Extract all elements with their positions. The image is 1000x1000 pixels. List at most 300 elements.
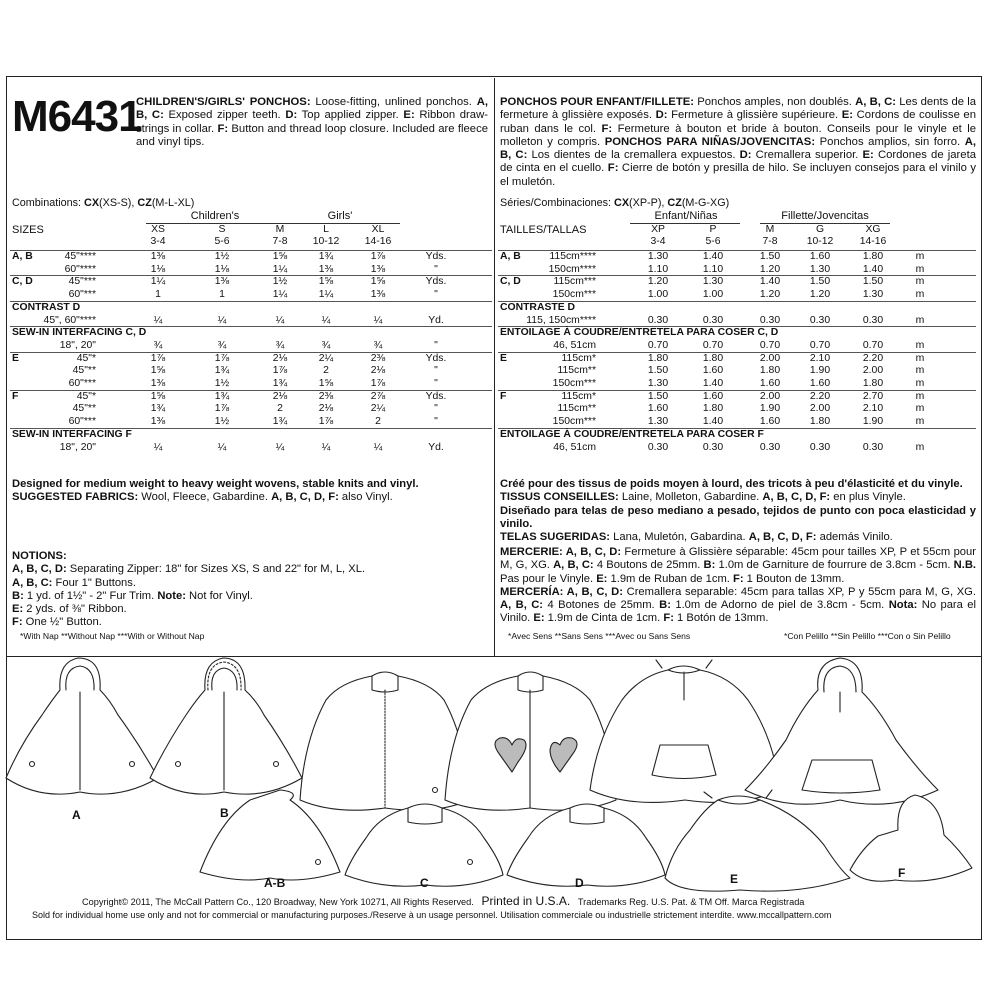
text-run: Pas pour le Vinyle. <box>500 572 597 585</box>
text-run: Cierre de botón y presilla de hilo. Se incluyen consejos para el vinilo y el muletón. <box>500 162 976 188</box>
bold-run: A, B, C, D, F: <box>748 531 817 544</box>
yardage-value: 1⅝ <box>318 276 334 288</box>
text-run: Les dents de la fermeture à glissière exposés. <box>500 96 976 122</box>
size-code: XG <box>865 224 881 235</box>
text-run: 4 Boutons de 25mm. <box>593 559 704 572</box>
yardage-value: 1.50 <box>862 276 884 288</box>
text-run: Laine, Molleton, Gabardine. <box>618 491 763 504</box>
yardage-value: 0.30 <box>809 314 831 326</box>
yardage-value: 0.30 <box>647 441 669 453</box>
yardage-value: 0.30 <box>759 314 781 326</box>
view-f-back-illustration <box>850 795 972 881</box>
yardage-value: ¾ <box>217 339 227 351</box>
yardage-value: 0.70 <box>647 339 669 351</box>
yardage-value: 1⅜ <box>150 251 166 262</box>
yardage-value: 2.10 <box>809 352 831 364</box>
bold-run: F: <box>607 162 619 175</box>
fabric-width: 45"*** <box>68 276 96 288</box>
yardage-value: 1.90 <box>759 403 781 415</box>
yardage-value: 1¼ <box>150 276 166 288</box>
text-run: Loose-fitting, unlined ponchos. <box>310 96 477 108</box>
yardage-value: 1⅛ <box>214 263 230 275</box>
fabric-width: 46, 51cm <box>553 441 596 453</box>
yardage-value: 0.30 <box>702 314 724 326</box>
yardage-value: 0.70 <box>862 339 884 351</box>
yardage-value: 1 <box>219 289 225 301</box>
view-a-illustration <box>6 658 158 794</box>
yardage-value: 1½ <box>214 251 230 262</box>
unit: " <box>434 365 438 377</box>
text-run: Button and thread loop closure. Included are fleece and vinyl tips. <box>136 122 489 148</box>
chart-section-header: SEW-IN INTERFACING F <box>12 428 132 440</box>
yardage-value: 1⅞ <box>318 416 334 428</box>
yardage-value: 0.30 <box>702 441 724 453</box>
bold-run: A, B, C: <box>136 96 488 122</box>
fabric-width: 60"*** <box>68 416 96 428</box>
yardage-value: ¼ <box>321 314 331 326</box>
yardage-value: 1.50 <box>647 390 669 402</box>
unit: m <box>915 339 925 351</box>
fabric-width: 45", 60"**** <box>43 314 96 326</box>
yardage-value: ¼ <box>373 441 383 453</box>
yardage-value: 1.80 <box>702 352 724 364</box>
group-childrens-header: Children's <box>190 210 240 222</box>
view-d-back-illustration <box>507 804 665 886</box>
yardage-value: ¼ <box>153 314 163 326</box>
yardage-value: 2.00 <box>862 365 884 377</box>
yardage-value: 1.30 <box>862 289 884 301</box>
bold-run: D: <box>655 109 668 122</box>
pattern-number: M6431 <box>12 92 142 141</box>
view-label: A, B <box>12 251 33 262</box>
yardage-value: 1.30 <box>647 378 669 389</box>
yardage-value: 0.30 <box>809 441 831 453</box>
yardage-value: 1.20 <box>759 263 781 275</box>
text-run: Cremallera separable: 45cm para tallas XP, P y 55cm para M, G, XG. <box>622 585 976 598</box>
bold-run: E: <box>862 149 874 162</box>
bold-run: MERCERIE: A, B, C, D: <box>500 546 622 558</box>
size-range: 3-4 <box>650 236 666 247</box>
size-code: L <box>323 224 329 235</box>
yardage-value: 1¼ <box>272 263 288 275</box>
yardage-value: 1¾ <box>272 416 288 428</box>
unit: " <box>434 416 438 428</box>
bold-run: A, B, C, D: <box>12 563 67 576</box>
english-notions: NOTIONS: A, B, C, D: Separating Zipper: 18" for Sizes XS, S and 22" for M, L, XL. A, B, C: Four 1" Buttons. B: 1 yd. of 1½" - 2" Fur Trim. Note: Not for Vinyl. E: 2 yds. of ⅜" Ribbon. F: One ½" Button. <box>12 550 492 630</box>
yardage-value: 1½ <box>214 378 230 389</box>
text-run: 1.0m de Garniture de fourrure de 3.8cm - 5cm. <box>715 559 954 572</box>
yardage-value: 1¾ <box>150 403 166 415</box>
yardage-value: 1⅛ <box>150 263 166 275</box>
text-run: Fermeture à Glissière séparable: 45cm pour tailles XP, P et 55cm pour M, G, XG. <box>500 546 976 572</box>
footer-usage-line: Sold for individual home use only and not for commercial or manufacturing purposes./Reserve à un usage personnel. Utilisation commerciale ou industrielle strictement interdite. www.mccallpattern.com <box>32 910 832 920</box>
english-fabrics: Designed for medium weight to heavy weight wovens, stable knits and vinyl. SUGGESTED FABRICS: Wool, Fleece, Gabardine. A, B, C, D, F: also Vinyl. <box>12 478 419 504</box>
chart-section-header: CONTRAST D <box>12 301 81 313</box>
bold-run: TELAS SUGERIDAS: <box>500 531 611 544</box>
yardage-value: 1.60 <box>809 251 831 262</box>
unit: " <box>434 378 438 389</box>
bold-run: E: <box>596 572 608 585</box>
yardage-value: 2 <box>277 403 283 415</box>
size-range: 10-12 <box>312 236 340 247</box>
unit: " <box>434 263 438 275</box>
french-nap-note: *Avec Sens **Sans Sens ***Avec ou Sans Sens <box>508 631 691 641</box>
view-ab-label: A-B <box>264 876 286 890</box>
yardage-value: 2⅞ <box>370 390 386 402</box>
bold-run: F: <box>733 572 744 585</box>
yardage-value: ¾ <box>321 339 331 351</box>
view-label: E <box>500 352 507 364</box>
bold-run: MERCERÍA: A, B, C, D: <box>500 585 623 598</box>
view-label: F <box>12 390 19 402</box>
chart-section-header: CONTRASTE D <box>500 301 576 313</box>
unit: m <box>915 289 925 301</box>
unit: Yds. <box>425 251 447 262</box>
yardage-value: 1⅜ <box>150 416 166 428</box>
fabric-width: 60"*** <box>68 289 96 301</box>
yardage-value: 1.40 <box>702 378 724 389</box>
yardage-value: 1⅜ <box>370 263 386 275</box>
text-run: 1.0m de Adorno de piel de 3.8cm - 5cm. <box>670 599 889 612</box>
text-run: Not for Vinyl. <box>185 589 253 602</box>
text-run: No para el Vinilo. <box>500 599 976 625</box>
fabric-width: 18", 20" <box>59 441 96 453</box>
unit: Yds. <box>425 390 447 402</box>
yardage-value: 0.30 <box>759 441 781 453</box>
bold-run: D: <box>285 109 298 122</box>
yardage-value: 1.30 <box>647 416 669 428</box>
fabric-width: 45"* <box>76 352 96 364</box>
bold-run: E: <box>12 603 24 616</box>
text-run: Top applied zipper. <box>297 109 404 122</box>
view-e-back-illustration <box>665 790 850 891</box>
text-run: 1.9m de Ruban de 1cm. <box>607 572 733 585</box>
yardage-value: ¼ <box>217 441 227 453</box>
bold-run: A, B, C: <box>553 559 594 572</box>
yardage-value: 1¾ <box>318 251 334 262</box>
copyright-text: Copyright© 2011, The McCall Pattern Co., 120 Broadway, New York 10271, All Rights Reserved. <box>82 897 474 907</box>
unit: m <box>915 314 925 326</box>
yardage-value: 1.60 <box>647 403 669 415</box>
bold-run: Nota: <box>888 599 918 612</box>
unit: " <box>434 403 438 415</box>
bold-run: A, B, C, D, F: <box>762 491 831 504</box>
bold-run: B: <box>703 559 716 572</box>
fabric-width: 115cm** <box>557 403 596 415</box>
bold-run: F: <box>601 122 613 135</box>
yardage-value: 1⅜ <box>214 276 230 288</box>
text-run: Four 1" Buttons. <box>52 576 136 589</box>
view-f-front-illustration <box>745 658 938 804</box>
yardage-value: 1⅞ <box>150 352 166 364</box>
bold-run: A, B, C: <box>855 96 897 108</box>
chart-section-header: SEW-IN INTERFACING C, D <box>12 327 147 339</box>
text-run: Cremallera superior. <box>751 149 863 162</box>
yardage-value: ¼ <box>275 441 285 453</box>
bold-run: TISSUS CONSEILLES: <box>500 491 619 504</box>
size-range: 3-4 <box>150 236 166 247</box>
yardage-value: 2.00 <box>759 352 781 364</box>
yardage-value: 1.50 <box>759 251 781 262</box>
yardage-value: 0.70 <box>702 339 724 351</box>
text-run: Lana, Muletón, Gabardina. <box>610 531 749 544</box>
bold-run: PONCHOS PARA NIÑAS/JOVENCITAS: <box>604 135 816 148</box>
size-code: G <box>815 224 825 235</box>
size-range: 7-8 <box>762 236 778 247</box>
yardage-value: ¼ <box>153 441 163 453</box>
view-c-label: C <box>420 876 429 890</box>
yardage-value: 1⅜ <box>318 263 334 275</box>
bold-run: A, B, C: <box>500 599 544 612</box>
yardage-value: 1.60 <box>809 378 831 389</box>
french-spanish-combinations: Séries/Combinaciones: CX(XP-P), CZ(M-G-XG) <box>500 197 730 209</box>
unit: Yd. <box>428 314 444 326</box>
group-enfant-header: Enfant/Niñas <box>654 210 718 222</box>
yardage-value: 1.00 <box>647 289 669 301</box>
unit: Yds. <box>425 352 447 364</box>
fabric-width: 60"**** <box>64 263 96 275</box>
yardage-value: 2 <box>375 416 381 428</box>
bold-run: E: <box>533 612 545 625</box>
text-run: 1 yd. of 1½" - 2" Fur Trim. <box>23 589 158 602</box>
yardage-value: 1⅝ <box>318 378 334 389</box>
yardage-value: 1½ <box>272 276 288 288</box>
english-nap-note: *With Nap **Without Nap ***With or Without Nap <box>20 631 205 641</box>
yardage-value: 1.80 <box>702 403 724 415</box>
size-range: 10-12 <box>806 236 834 247</box>
yardage-value: ¾ <box>275 339 285 351</box>
yardage-value: 1⅞ <box>272 365 288 377</box>
unit: " <box>434 339 438 351</box>
yardage-value: 1¼ <box>272 289 288 301</box>
yardage-value: 1.80 <box>647 352 669 364</box>
sizes-label: SIZES <box>12 224 44 236</box>
yardage-value: 1.80 <box>809 416 831 428</box>
yardage-value: 2¼ <box>318 352 334 364</box>
unit: Yds. <box>425 276 447 288</box>
yardage-value: 2.20 <box>809 390 831 402</box>
group-fillette-header: Fillette/Jovencitas <box>781 210 869 222</box>
size-code: XL <box>371 224 385 235</box>
bold-run: D: <box>739 149 752 162</box>
yardage-value: 1⅝ <box>370 276 386 288</box>
size-code: P <box>709 224 717 235</box>
size-code: XS <box>151 224 165 235</box>
unit: m <box>915 263 925 275</box>
bold-run: PONCHOS POUR ENFANT/FILLETE: <box>500 96 695 108</box>
fabric-width: 60"*** <box>68 378 96 389</box>
yardage-value: ¼ <box>275 314 285 326</box>
text-run: One ½" Button. <box>22 616 102 629</box>
view-b-illustration <box>150 658 302 794</box>
unit: " <box>434 289 438 301</box>
chart-section-header: ENTOILAGE À COUDRE/ENTRETELA PARA COSER C, D <box>500 327 779 339</box>
fabric-width: 150cm*** <box>552 289 596 301</box>
yardage-value: 1.80 <box>759 365 781 377</box>
yardage-value: 1¾ <box>214 365 230 377</box>
text-run: 4 Botones de 25mm. <box>543 599 660 612</box>
unit: m <box>915 378 925 389</box>
bold-run: E: <box>841 109 854 122</box>
yardage-value: 1¾ <box>272 378 288 389</box>
unit: m <box>915 441 925 453</box>
yardage-value: 2.00 <box>809 403 831 415</box>
fabric-width: 115cm**** <box>549 251 596 262</box>
fabric-width: 115, 150cm**** <box>526 314 596 326</box>
text-run: 1 Bouton de 13mm. <box>743 572 845 585</box>
unit: m <box>915 365 925 377</box>
bold-run: CHILDREN'S/GIRLS' PONCHOS: <box>136 96 311 108</box>
fabric-width: 150cm*** <box>552 416 596 428</box>
yardage-value: 1.40 <box>759 276 781 288</box>
text-run: en plus Vinyle. <box>830 491 906 504</box>
yardage-value: 2.20 <box>862 352 884 364</box>
yardage-value: ¼ <box>321 441 331 453</box>
fabric-width: 115cm* <box>561 390 596 402</box>
fabric-width: 45"** <box>72 365 96 377</box>
printed-text: Printed in U.S.A. <box>481 894 571 908</box>
size-range: 7-8 <box>272 236 288 247</box>
spanish-nap-note: *Con Pelillo **Sin Pelillo ***Con o Sin Pelillo <box>784 631 951 641</box>
fabric-width: 115cm** <box>557 365 596 377</box>
text-run: Ponchos amplios, sin forro. <box>815 135 965 148</box>
bold-run: N.B. <box>953 559 977 572</box>
yardage-value: 1.40 <box>862 263 884 275</box>
text-run: Ribbon draw-strings in collar. <box>136 109 488 135</box>
yardage-value: 1.80 <box>862 251 884 262</box>
text-run: Exposed zipper teeth. <box>163 109 286 122</box>
fabric-width: 46, 51cm <box>553 339 596 351</box>
group-girls-header: Girls' <box>327 210 353 222</box>
bold-run: Note: <box>157 589 186 602</box>
sizes-label: TAILLES/TALLAS <box>500 224 587 236</box>
unit: m <box>915 276 925 288</box>
view-c-back-illustration <box>345 804 503 886</box>
yardage-value: 2⅜ <box>370 352 386 364</box>
yardage-value: 1.80 <box>862 378 884 389</box>
text-run: Separating Zipper: 18" for Sizes XS, S and 22" for M, L, XL. <box>66 563 366 576</box>
text-run: 1.9m de Cinta de 1cm. <box>544 612 664 625</box>
yardage-value: 1.30 <box>809 263 831 275</box>
yardage-value: 2.10 <box>862 403 884 415</box>
text-run: Fermeture à glissière supérieure. <box>667 109 842 122</box>
yardage-value: 1.10 <box>647 263 669 275</box>
yardage-value: ¼ <box>217 314 227 326</box>
size-range: 5-6 <box>214 236 230 247</box>
yardage-value: 2.70 <box>862 390 884 402</box>
yardage-value: 1.10 <box>702 263 724 275</box>
yardage-value: 1⅞ <box>370 378 386 389</box>
footer-copyright-line <box>82 894 804 908</box>
yardage-value: ¾ <box>373 339 383 351</box>
view-label: C, D <box>12 276 33 288</box>
yardage-value: 1⅜ <box>150 378 166 389</box>
size-code: S <box>218 224 226 235</box>
fabric-width: 150cm**** <box>548 263 596 275</box>
yardage-value: 1.60 <box>759 416 781 428</box>
fabric-width: 150cm*** <box>552 378 596 389</box>
yardage-value: 2⅛ <box>272 390 288 402</box>
yardage-value: 1.30 <box>702 276 724 288</box>
yardage-value: 1.20 <box>759 289 781 301</box>
yardage-value: 1¼ <box>318 289 334 301</box>
bold-run: A, B, C: <box>12 576 53 589</box>
bold-run: F: <box>12 616 23 629</box>
unit: m <box>915 352 925 364</box>
yardage-value: 0.70 <box>809 339 831 351</box>
view-b-label: B <box>220 806 229 820</box>
yardage-value: 1.60 <box>702 365 724 377</box>
view-d-label: D <box>575 876 584 890</box>
yardage-value: 1 <box>155 289 161 301</box>
yardage-value: 0.30 <box>647 314 669 326</box>
chart-section-header: ENTOILAGE À COUDRE/ENTRETELA PARA COSER F <box>500 428 764 440</box>
bold-run: A, B, C: <box>500 135 977 162</box>
yardage-value: 2⅜ <box>318 390 334 402</box>
fabric-width: 45"* <box>76 390 96 402</box>
yardage-value: 1.90 <box>809 365 831 377</box>
text-run: Cordons de coulisse en ruban dans le col. <box>500 109 976 135</box>
size-range: 14-16 <box>364 236 392 247</box>
yardage-value: 1.20 <box>647 276 669 288</box>
fabric-width: 45"** <box>72 403 96 415</box>
bold-run: F: <box>217 122 229 135</box>
yardage-value: 2 <box>323 365 329 377</box>
yardage-value: 1⅝ <box>150 390 166 402</box>
fabric-width: 115cm*** <box>553 276 596 288</box>
yardage-value: 1¾ <box>214 390 230 402</box>
yardage-value: 0.30 <box>862 314 884 326</box>
yardage-value: 1.30 <box>647 251 669 262</box>
text-run: 2 yds. of ⅜" Ribbon. <box>23 603 127 616</box>
size-code: M <box>275 224 285 235</box>
size-range: 5-6 <box>705 236 721 247</box>
yardage-value: 2⅛ <box>318 403 334 415</box>
text-run: 1 Botón de 13mm. <box>673 612 769 625</box>
fabric-width: 45"**** <box>64 251 96 262</box>
yardage-value: 1.60 <box>759 378 781 389</box>
unit: m <box>915 390 925 402</box>
yardage-value: 0.70 <box>759 339 781 351</box>
yardage-value: 1.00 <box>702 289 724 301</box>
bold-run: Diseñado para telas de peso mediano a pesado, tejidos de punto con poca elasticidad y vinilo. <box>500 504 976 530</box>
view-e-front-illustration <box>590 660 780 802</box>
yardage-value: 2⅛ <box>370 365 386 377</box>
unit: Yd. <box>428 441 444 453</box>
yardage-value: 1.60 <box>702 390 724 402</box>
unit: m <box>915 251 925 262</box>
yardage-value: 1.50 <box>647 365 669 377</box>
text-run: además Vinilo. <box>816 531 893 544</box>
view-c-front-illustration <box>300 672 470 810</box>
view-e-label: E <box>730 872 739 886</box>
yardage-value: 1.20 <box>809 289 831 301</box>
yardage-value: 1.40 <box>702 416 724 428</box>
yardage-value: ¼ <box>373 314 383 326</box>
view-label: F <box>500 390 507 402</box>
yardage-value: 1.50 <box>809 276 831 288</box>
yardage-value: 1.90 <box>862 416 884 428</box>
yardage-value: 2¼ <box>370 403 386 415</box>
view-label: C, D <box>500 276 521 288</box>
size-code: M <box>765 224 775 235</box>
unit: m <box>915 416 925 428</box>
yardage-value: 1.40 <box>702 251 724 262</box>
yardage-value: 1⅞ <box>370 251 386 262</box>
yardage-value: 1⅞ <box>214 403 230 415</box>
text-run: Fermeture à bouton et bride à bouton. Conseils pour le vinyle et le molleton y compris. <box>500 122 976 148</box>
yardage-value: 2.00 <box>759 390 781 402</box>
